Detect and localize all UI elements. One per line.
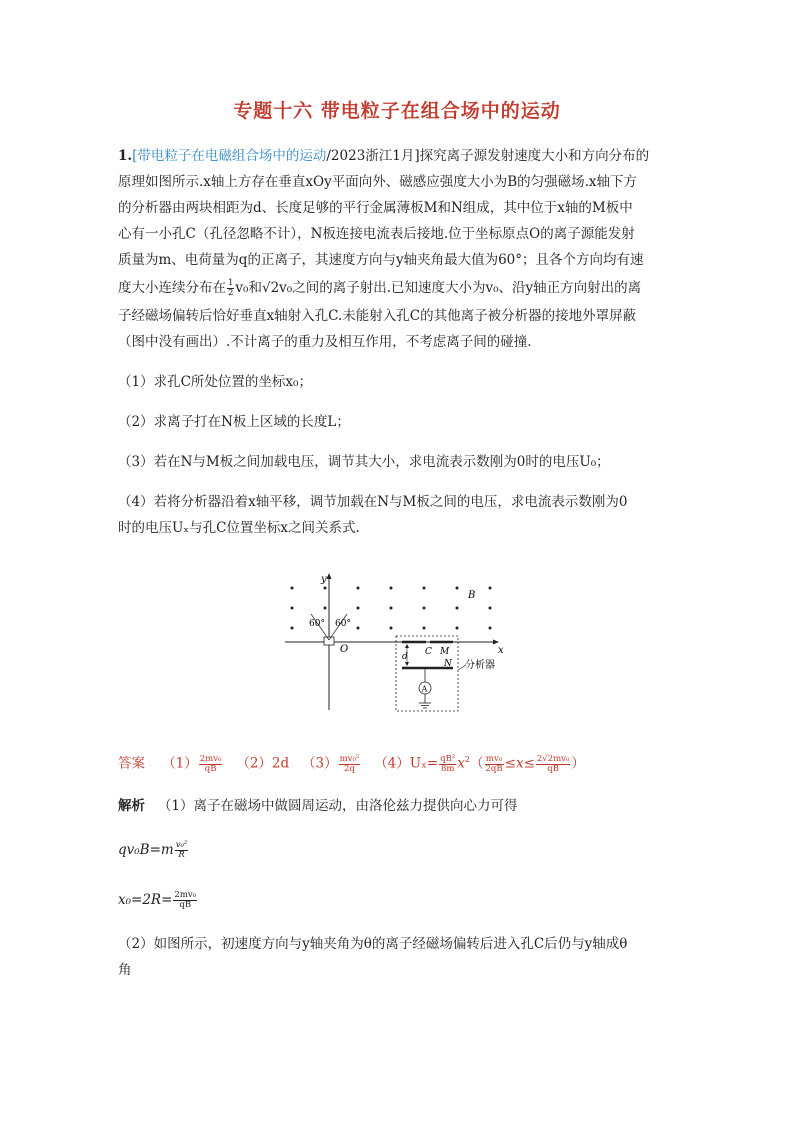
analyzer-label: 分析器 bbox=[465, 660, 495, 671]
answer-label: 答案 bbox=[118, 755, 145, 772]
gap-arrow-top bbox=[405, 644, 409, 648]
answer-2: （2）2d bbox=[236, 755, 290, 772]
problem-line-6b: v₀和√2v₀之间的离子射出.已知速度大小为v₀、沿y轴正方向射出的离 bbox=[235, 280, 642, 296]
origin-label: O bbox=[340, 644, 349, 655]
problem-line-6 bbox=[118, 278, 641, 298]
answer-4-lower-bound: $\frac{\text{mv₀}}{2qB}$ bbox=[485, 753, 503, 774]
x-axis-arrow bbox=[493, 640, 499, 645]
answer-line: 答案 （1） $\frac{\text{2mv₀}}{qB}$ （2）2d （3） $\frac{\text{mv₀²}}{2q}$ （4）Uₓ= $\frac{\text{qB²}}{8m}$ $x^2$（ $\frac{\text{mv₀}}{2qB}$ ≤x≤ $\frac{\text{2√2mv₀}}{qB}$ ） bbox=[118, 753, 585, 774]
answer-1-label: （1） bbox=[162, 755, 198, 772]
solution-step-1: （1）离子在磁场中做圆周运动，由洛伦兹力提供向心力可得 bbox=[157, 798, 518, 814]
problem-line-7: 子经磁场偏转后恰好垂直x轴射入孔C.未能射入孔C的其他离子被分析器的接地外罩屏蔽 bbox=[118, 308, 637, 324]
question-3: （3）若在N与M板之间加载电压，调节其大小，求电流表示数刚为0时的电压U₀； bbox=[118, 454, 610, 470]
fraction-half: $\frac{1}{2}$ bbox=[228, 278, 234, 298]
problem-line-2: 原理如图所示.x轴上方存在垂直xOy平面向外、磁感应强度大小为B的匀强磁场.x轴下方 bbox=[118, 174, 638, 190]
solution-line-2b: 角 bbox=[118, 962, 132, 978]
gap-label: d bbox=[402, 652, 408, 662]
solution-line-2a: （2）如图所示，初速度方向与y轴夹角为θ的离子经磁场偏转后进入孔C后仍与y轴成θ bbox=[118, 936, 628, 952]
problem-line-3: 的分析器由两块相距为d、长度足够的平行金属薄板M和N组成，其中位于x轴的M板中 bbox=[118, 200, 633, 216]
problem-line-6a: 度大小连续分布在 bbox=[118, 280, 226, 296]
question-4b: 时的电压Uₓ与孔C位置坐标x之间关系式. bbox=[118, 520, 360, 536]
equation-2-fraction: $\frac{\text{2mv₀}}{qB}$ bbox=[174, 890, 197, 910]
question-1: （1）求孔C所处位置的坐标x₀； bbox=[118, 374, 312, 390]
problem-line-4: 心有一小孔C（孔径忽略不计），N板连接电流表后接地.位于坐标原点O的离子源能发射 bbox=[118, 226, 635, 242]
question-2: （2）求离子打在N板上区域的长度L； bbox=[118, 414, 350, 430]
plate-n-label: N bbox=[444, 659, 452, 669]
field-label: B bbox=[468, 590, 476, 601]
problem-line-8: （图中没有画出）.不计离子的重力及相互作用，不考虑离子间的碰撞. bbox=[118, 334, 532, 350]
answer-3-fraction: $\frac{\text{mv₀²}}{2q}$ bbox=[339, 753, 360, 774]
angle-label-left: 60° bbox=[309, 619, 325, 629]
solution-eq-1 bbox=[118, 840, 189, 860]
figure-diagram bbox=[280, 570, 510, 715]
equation-1-fraction: $\frac{\text{v₀²}}{R}$ bbox=[175, 840, 188, 860]
solution-eq-2 bbox=[118, 890, 198, 910]
page-title: 专题十六 带电粒子在组合场中的运动 bbox=[233, 100, 561, 122]
y-axis-arrow bbox=[327, 573, 332, 579]
answer-4-fraction: $\frac{\text{qB²}}{8m}$ bbox=[440, 753, 456, 774]
answer-4-label: （4）Uₓ= bbox=[374, 755, 439, 772]
y-axis-label: y bbox=[321, 574, 327, 585]
solution-line-1 bbox=[118, 796, 517, 816]
answer-4-range-open: （ bbox=[470, 755, 484, 772]
x-axis-label: x bbox=[498, 645, 504, 656]
ion-source bbox=[324, 637, 334, 645]
angle-label-right: 60° bbox=[335, 619, 351, 629]
problem-line-1 bbox=[118, 146, 649, 166]
problem-tag: [带电粒子在电磁组合场中的运动 bbox=[132, 148, 327, 164]
answer-3-label: （3） bbox=[302, 755, 338, 772]
gap-arrow-bottom bbox=[405, 662, 409, 666]
problem-source: /2023浙江1月]探究离子源发射速度大小和方向分布的 bbox=[326, 148, 650, 164]
ammeter-label: A bbox=[421, 684, 428, 694]
answer-4-upper-bound: $\frac{\text{2√2mv₀}}{qB}$ bbox=[536, 753, 570, 774]
problem-number: 1. bbox=[118, 148, 133, 164]
plate-m-label: M bbox=[440, 647, 450, 657]
hole-c-label: C bbox=[425, 647, 432, 657]
problem-line-5: 质量为m、电荷量为q的正离子，其速度方向与y轴夹角最大值为60°；且各个方向均有速 bbox=[118, 252, 644, 268]
question-4a: （4）若将分析器沿着x轴平移，调节加载在N与M板之间的电压，求电流表示数刚为0 bbox=[118, 494, 628, 510]
equation-1: qv₀B=m bbox=[118, 842, 174, 858]
equation-2: x₀=2R= bbox=[118, 892, 173, 908]
answer-1-fraction: $\frac{\text{2mv₀}}{qB}$ bbox=[199, 753, 222, 774]
ground-symbol bbox=[419, 703, 431, 708]
solution-label: 解析 bbox=[118, 798, 145, 814]
